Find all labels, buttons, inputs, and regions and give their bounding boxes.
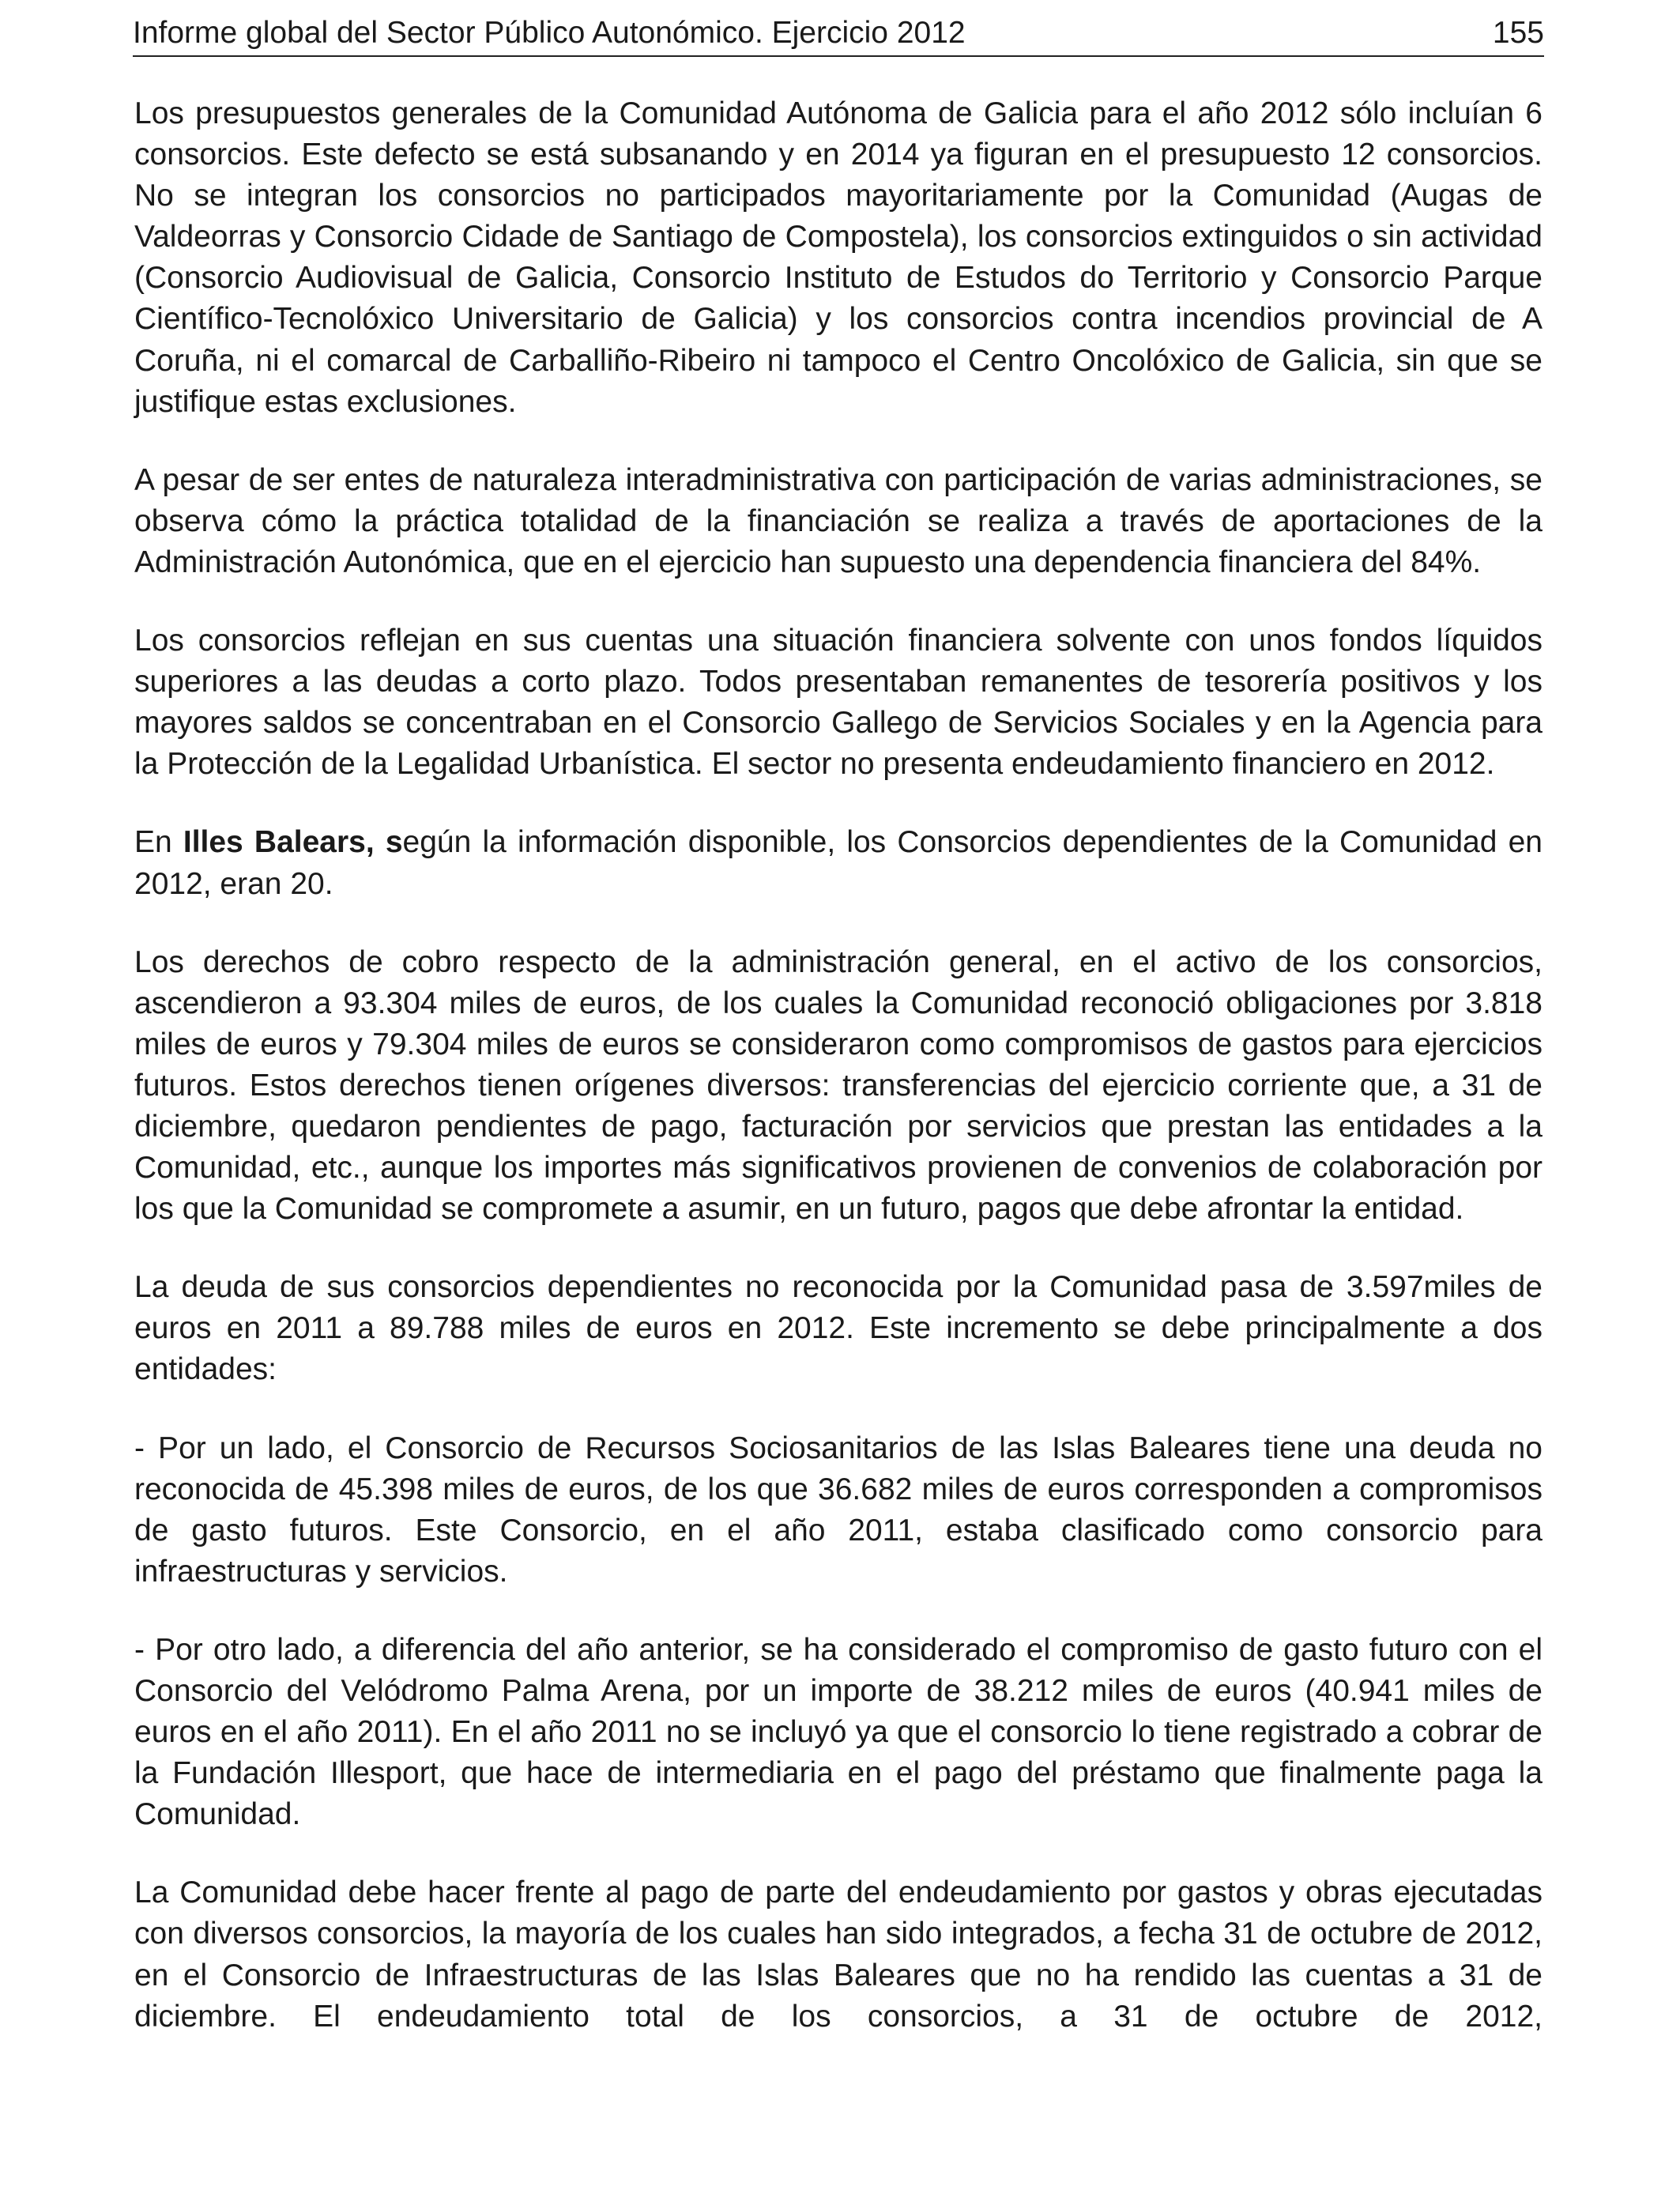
page-number: 155 [1492,16,1544,50]
paragraph-galicia-budget: Los presupuestos generales de la Comunidad Autónoma de Galicia para el año 2012 sólo incluían 6 consorcios. Este defecto se está subsanando y en 2014 ya figuran en el presupuesto 12 consorcios. No se integran los consorcios no participados mayoritariamente por la Comunidad (Augas de Valdeorras y Consorcio Cidade de Santiago de Compostela), los consorcios extinguidos o sin actividad (Consorcio Audiovisual de Galicia, Consorcio Instituto de Estudos do Territorio y Consorcio Parque Científico-Tecnolóxico Universitario de Galicia) y los consorcios contra incendios provincial de A Coruña, ni el comarcal de Carballiño-Ribeiro ni tampoco el Centro Oncolóxico de Galicia, sin que se justifique estas exclusiones. [134,96,1543,419]
body-text [134,93,1543,2038]
illes-balears-bold: Illes Balears, s [183,825,403,860]
paragraph-solvency: Los consorcios reflejan en sus cuentas una situación financiera solvente con unos fondos líquidos superiores a las deudas a corto plazo. Todos presentaban remanentes de tesorería positivos y los mayores saldos se concentraban en el Consorcio Gallego de Servicios Sociales y en la Agencia para la Protección de la Legalidad Urbanística. El sector no presenta endeudamiento financiero en 2012. [134,624,1543,782]
paragraph-infrastructure-debt: La Comunidad debe hacer frente al pago de parte del endeudamiento por gastos y obras ejecutadas con diversos consorcios, la mayoría de los cuales han sido integrados, a fecha 31 de octubre de 2012, en el Consorcio de Infraestructuras de las Islas Baleares que no ha rendido las cuentas a 31 de diciembre. El endeudamiento total de los consorcios, a 31 de octubre de 2012, [134,1875,1543,2034]
paragraph-financial-dependence: A pesar de ser entes de naturaleza interadministrativa con participación de varias administraciones, se observa cómo la práctica totalidad de la financiación se realiza a través de aportaciones de la Administración Autonómica, que en el ejercicio han supuesto una dependencia financiera del 84%. [134,462,1543,579]
paragraph-unrecognized-debt: La deuda de sus consorcios dependientes no reconocida por la Comunidad pasa de 3.597miles de euros en 2011 a 89.788 miles de euros en 2012. Este incremento se debe principalmente a dos entidades: [134,1270,1543,1387]
paragraph-illes-balears [134,822,1543,904]
paragraph-sociosanitarios: - Por un lado, el Consorcio de Recursos Sociosanitarios de las Islas Baleares tiene una deuda no reconocida de 45.398 miles de euros, de los que 36.682 miles de euros corresponden a compromisos de gasto futuros. Este Consorcio, en el año 2011, estaba clasificado como consorcio para infraestructuras y servicios. [134,1431,1543,1589]
running-header [133,11,1544,57]
paragraph-collection-rights: Los derechos de cobro respecto de la administración general, en el activo de los consorcios, ascendieron a 93.304 miles de euros, de los cuales la Comunidad reconoció obligaciones por 3.818 miles de euros y 79.304 miles de euros se consideraron como compromisos de gastos para ejercicios futuros. Estos derechos tienen orígenes diversos: transferencias del ejercicio corriente que, a 31 de diciembre, quedaron pendientes de pago, facturación por servicios que prestan las entidades a la Comunidad, etc., aunque los importes más significativos provienen de convenios de colaboración por los que la Comunidad se compromete a asumir, en un futuro, pagos que debe afrontar la entidad. [134,944,1543,1227]
paragraph-velodromo: - Por otro lado, a diferencia del año anterior, se ha considerado el compromiso de gasto futuro con el Consorcio del Velódromo Palma Arena, por un importe de 38.212 miles de euros (40.941 miles de euros en el año 2011). En el año 2011 no se incluyó ya que el consorcio lo tiene registrado a cobrar de la Fundación Illesport, que hace de intermediaria en el pago del préstamo que finalmente paga la Comunidad. [134,1632,1543,1832]
illes-balears-prefix: En [134,825,183,860]
header-title: Informe global del Sector Público Autonómico. Ejercicio 2012 [133,16,966,50]
illes-balears-rest: egún la información disponible, los Consorcios dependientes de la Comunidad en 2012, eran 20. [134,825,1543,901]
